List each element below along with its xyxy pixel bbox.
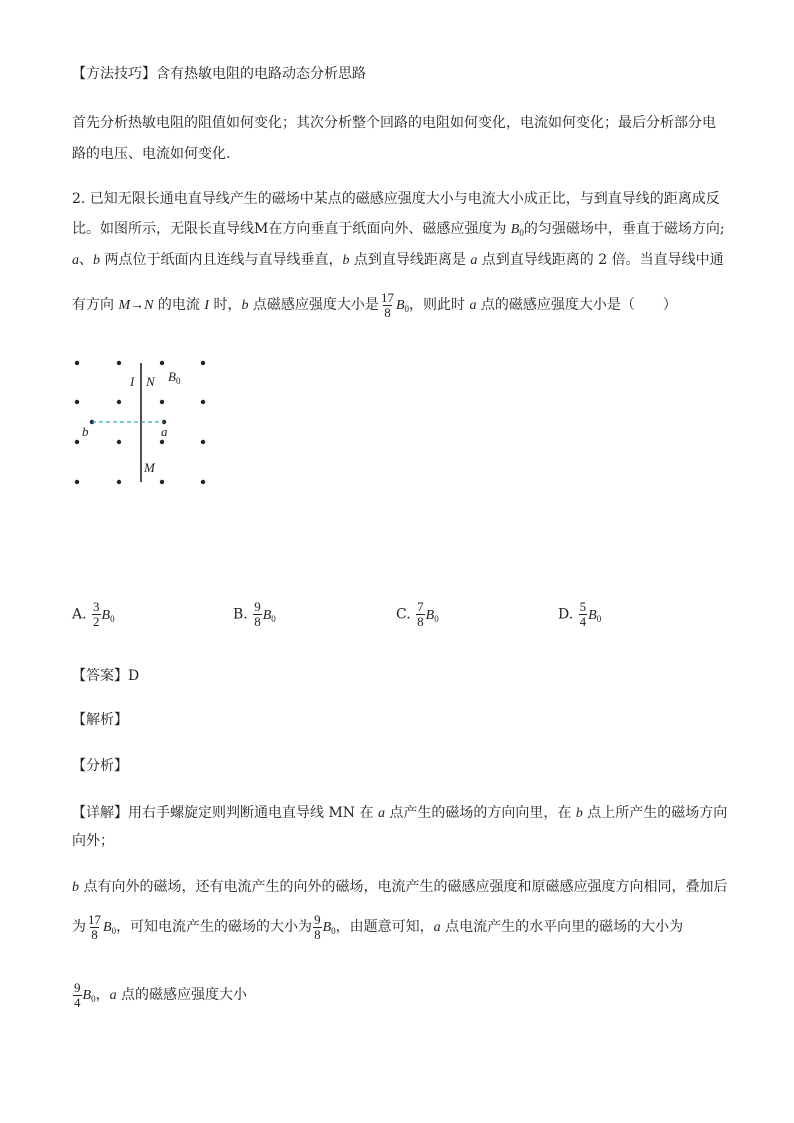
b-subscript: 0 xyxy=(271,613,276,624)
option-letter: A. xyxy=(72,606,87,623)
field-dot xyxy=(201,361,205,365)
b-letter: B xyxy=(168,369,176,384)
question-text: 点到直导线距离是 xyxy=(349,252,471,268)
fraction-numerator: 3 xyxy=(93,599,100,614)
detail-text: 点上所产生的磁场方向 xyxy=(582,805,728,821)
detail-line-2: 向外； xyxy=(72,833,114,849)
question-text: 的匀强磁场中，垂直于磁场方向; xyxy=(523,221,725,237)
answer-line xyxy=(72,667,139,685)
label-b0 xyxy=(168,369,181,386)
option-d[interactable] xyxy=(558,600,601,629)
point-a: a xyxy=(377,806,385,821)
b-letter: B xyxy=(425,607,435,623)
point-a: a xyxy=(470,253,478,268)
point-b: b xyxy=(575,806,583,821)
field-dot xyxy=(117,440,121,444)
fraction-denominator: 8 xyxy=(91,926,98,942)
field-dot xyxy=(160,361,164,365)
point-b: b xyxy=(241,298,249,313)
fenxi-label: 【分析】 xyxy=(72,758,128,774)
b-subscript: 0 xyxy=(175,376,181,386)
b0-symbol xyxy=(103,920,116,935)
question-text: 有方向 xyxy=(72,297,119,313)
point-a: a xyxy=(72,253,79,268)
b0-symbol xyxy=(83,988,96,1003)
b-subscript: 0 xyxy=(519,228,524,238)
option-letter: C. xyxy=(396,606,411,623)
b0-symbol xyxy=(426,608,439,623)
fraction xyxy=(73,981,82,1010)
b-subscript: 0 xyxy=(596,613,602,624)
b-letter: B xyxy=(82,988,92,1003)
b-subscript: 0 xyxy=(331,926,336,936)
field-dot xyxy=(160,480,164,484)
point-b: b xyxy=(93,253,100,268)
fraction-denominator: 2 xyxy=(93,614,100,629)
b-subscript: 0 xyxy=(404,304,409,314)
b-letter: B xyxy=(510,222,520,237)
fraction xyxy=(313,913,322,942)
question-line-4 xyxy=(72,290,677,324)
answer-label: 【答案】 xyxy=(72,668,128,684)
point-a: a xyxy=(433,920,441,935)
field-dot xyxy=(75,361,79,365)
b0-symbol xyxy=(102,608,115,623)
fraction-denominator: 8 xyxy=(384,304,391,320)
b-letter: B xyxy=(262,607,272,623)
fraction-denominator: 8 xyxy=(314,926,321,942)
point-b: b xyxy=(72,880,79,895)
option-c[interactable] xyxy=(396,600,439,629)
tip-label: 【方法技巧】 xyxy=(72,66,156,82)
detail-text: 点的磁感应强度大小 xyxy=(116,987,248,1003)
question-text: ，则此时 xyxy=(409,297,470,313)
fraction-numerator: 9 xyxy=(314,911,321,927)
b-letter: B xyxy=(588,607,597,623)
b0-symbol xyxy=(323,920,336,935)
option-letter: B. xyxy=(233,606,248,623)
label-m: M xyxy=(144,460,155,475)
detail-text: ，由题意可知， xyxy=(335,919,434,935)
magnetic-field-figure xyxy=(60,350,230,500)
detail-line-1 xyxy=(72,804,727,823)
question-text: 、 xyxy=(79,252,93,268)
fraction-numerator: 17 xyxy=(88,911,101,927)
field-dot xyxy=(201,440,205,444)
b-letter: B xyxy=(101,607,111,623)
detail-line-3 xyxy=(72,878,727,897)
detail-text: ，可知电流产生的磁场的大小为 xyxy=(116,919,313,935)
question-text: 时， xyxy=(209,297,242,313)
field-dot xyxy=(75,400,79,404)
tip-heading xyxy=(72,65,366,83)
question-text: 点磁感应强度大小是 xyxy=(248,297,379,313)
b-subscript: 0 xyxy=(91,994,96,1004)
detail-text: 点有向外的磁场，还有电流产生的向外的磁场，电流产生的磁感应强度和原磁感应强度方向相同，叠加后 xyxy=(79,879,728,895)
question-text: 点的磁感应强度大小是（ ） xyxy=(476,297,677,313)
fraction xyxy=(579,600,588,629)
b-letter: B xyxy=(322,920,332,935)
question-text: 的电流 xyxy=(153,297,205,313)
field-dot xyxy=(117,361,121,365)
option-a[interactable] xyxy=(72,600,115,629)
fraction-numerator: 17 xyxy=(380,289,394,305)
label-n: N xyxy=(146,374,155,389)
fraction-denominator: 4 xyxy=(579,614,587,629)
detail-line-5 xyxy=(72,980,247,1014)
field-dot xyxy=(75,440,79,444)
detail-text: ， xyxy=(95,987,110,1003)
answer-value: D xyxy=(128,668,140,684)
point-a: a xyxy=(469,298,477,313)
option-b[interactable] xyxy=(233,600,276,629)
question-line-2 xyxy=(72,220,725,242)
label-a: a xyxy=(161,424,168,439)
b0-symbol xyxy=(511,222,524,237)
detail-text: 点电流产生的水平向里的磁场的大小为 xyxy=(440,919,684,935)
fraction-denominator: 8 xyxy=(417,614,424,629)
tip-body-line-2: 路的电压、电流如何变化. xyxy=(72,146,231,162)
tip-title: 含有热敏电阻的电路动态分析思路 xyxy=(156,66,366,82)
field-dot xyxy=(160,440,164,444)
point-b: b xyxy=(342,253,350,268)
tip-body-line-1: 首先分析热敏电阻的阻值如何变化；其次分析整个回路的电阻如何变化，电流如何变化；最后分析部分电 xyxy=(72,115,716,131)
field-dot xyxy=(75,480,79,484)
question-text: 比。如图所示，无限长直导线M在方向垂直于纸面向外、磁感应强度为 xyxy=(72,221,511,237)
question-line-1: 2. 已知无限长通电直导线产生的磁场中某点的磁感应强度大小与电流大小成正比，与到直导线的距离成反 xyxy=(72,191,720,207)
field-dot xyxy=(201,480,205,484)
b-subscript: 0 xyxy=(111,926,117,936)
label-i: I xyxy=(130,374,135,389)
b0-symbol xyxy=(396,298,409,313)
fraction-numerator: 5 xyxy=(579,599,587,614)
field-dot xyxy=(201,400,205,404)
field-dot xyxy=(117,400,121,404)
question-text: 两点位于纸面内且连线与直导线垂直， xyxy=(100,252,343,268)
fraction-numerator: 9 xyxy=(74,979,81,995)
point-a: a xyxy=(109,988,117,1003)
detail-line-4 xyxy=(72,912,683,946)
question-text: 点到直导线距离的 2 倍。当直导线中通 xyxy=(477,252,724,268)
fraction-numerator: 9 xyxy=(254,599,261,614)
detail-label: 【详解】 xyxy=(72,805,128,821)
current-symbol: I xyxy=(204,298,210,313)
question-line-3 xyxy=(72,251,724,270)
fraction-denominator: 8 xyxy=(254,614,261,629)
b0-symbol xyxy=(263,608,276,623)
b-letter: B xyxy=(103,920,112,935)
b-letter: B xyxy=(395,298,405,313)
field-dot xyxy=(117,480,121,484)
analysis-label: 【解析】 xyxy=(72,712,128,728)
fraction xyxy=(380,291,395,320)
field-dot xyxy=(160,400,164,404)
b-subscript: 0 xyxy=(434,613,439,624)
b0-symbol xyxy=(588,608,601,623)
detail-text: 点产生的磁场的方向向里，在 xyxy=(384,805,576,821)
fraction-denominator: 4 xyxy=(74,994,81,1010)
label-b: b xyxy=(82,424,89,439)
detail-text: 为 xyxy=(72,919,86,935)
current-direction: M→N xyxy=(118,298,154,313)
fraction xyxy=(253,600,262,629)
b-subscript: 0 xyxy=(110,613,115,624)
option-letter: D. xyxy=(558,606,574,623)
fraction xyxy=(87,913,102,942)
detail-text: 用右手螺旋定则判断通电直导线 MN 在 xyxy=(128,805,378,821)
fraction xyxy=(92,600,101,629)
fraction-numerator: 7 xyxy=(417,599,424,614)
fraction xyxy=(416,600,425,629)
